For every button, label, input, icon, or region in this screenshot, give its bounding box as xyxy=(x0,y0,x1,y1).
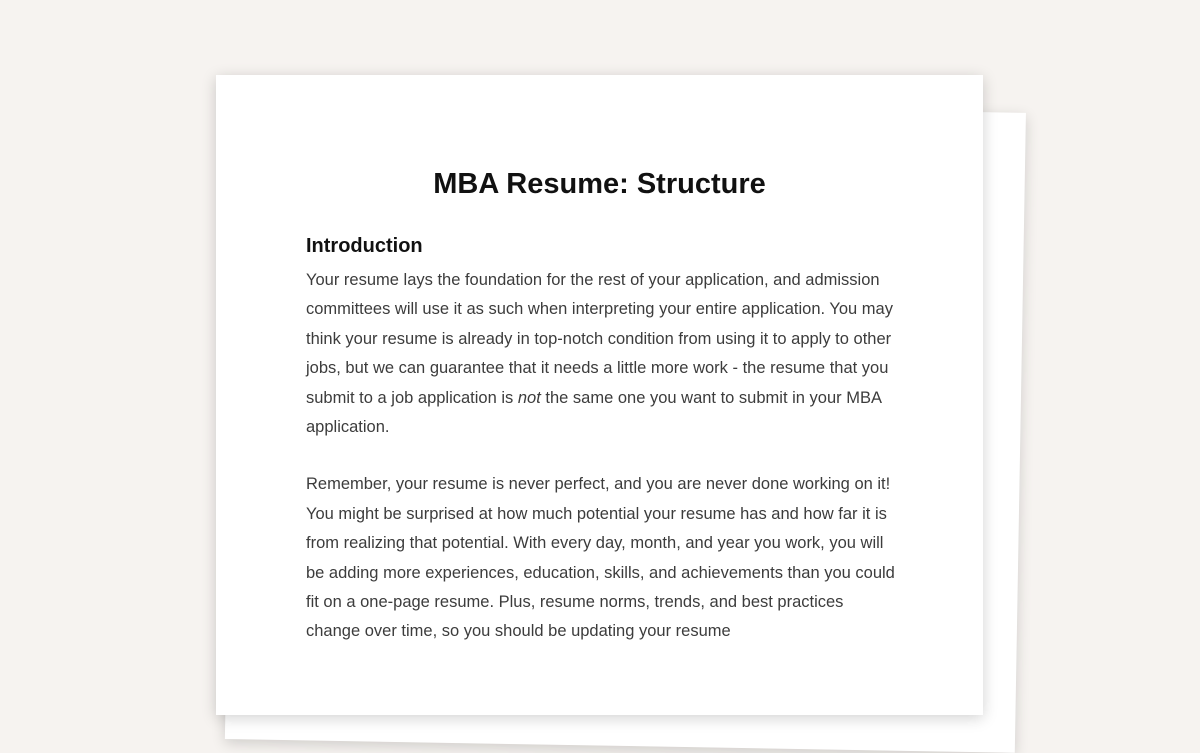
paragraph-1-text-start: Your resume lays the foundation for the rest of your application, and admission committees will use it as such when interpreting your entire application. You may think your resume is already in top-notch condition from using it to apply to other jobs, but we can guarantee that it needs a little more work - the resume that you submit to a job application is xyxy=(306,271,893,407)
paragraph-1-text-end: the same one you want to submit in your MBA application. xyxy=(306,388,882,437)
page-title: MBA Resume: Structure xyxy=(433,168,766,200)
emphasized-word: not xyxy=(517,388,541,407)
introduction-paragraph-1 xyxy=(306,266,901,442)
document-body xyxy=(306,233,901,647)
section-heading-introduction: Introduction xyxy=(306,235,423,257)
introduction-paragraph-2: Remember, your resume is never perfect, and you are never done working on it! You might be surprised at how much potential your resume has and how far it is from realizing that potential. With every day, month, and year you work, you will be adding more experiences, education, skills, and achievements than you could fit on a one-page resume. Plus, resume norms, trends, and best practices change over time, so you should be updating your resume xyxy=(306,475,895,641)
document-page xyxy=(216,75,983,715)
